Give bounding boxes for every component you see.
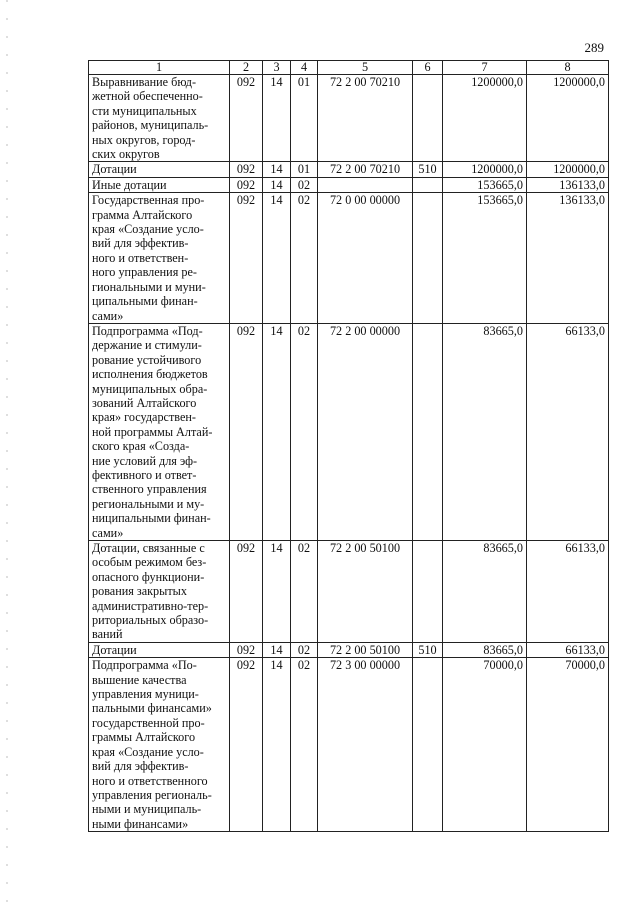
row-name-line: вий для эффектив- xyxy=(92,236,189,251)
table-row xyxy=(89,658,609,832)
section-cell: 14 xyxy=(263,177,291,192)
header-col-5: 5 xyxy=(318,61,413,75)
row-name-line: вышение качества xyxy=(92,672,187,687)
row-name-line: опасного функциони- xyxy=(92,569,205,584)
admin-code-cell: 092 xyxy=(230,75,263,162)
row-name-line: гиональными и муни- xyxy=(92,279,206,294)
amount-year1-cell: 83665,0 xyxy=(443,642,527,657)
row-name-cell xyxy=(89,193,230,324)
subsection-cell: 02 xyxy=(291,541,318,643)
expense-kind-cell xyxy=(413,658,443,832)
row-name-line: ского края «Созда- xyxy=(92,439,190,454)
admin-code-cell: 092 xyxy=(230,177,263,192)
row-name-line: особым режимом без- xyxy=(92,555,207,570)
row-name-line: ципальными финан- xyxy=(92,294,198,309)
row-name-line: граммы Алтайского xyxy=(92,730,196,745)
admin-code-cell: 092 xyxy=(230,642,263,657)
row-name-line: края «Создание усло- xyxy=(92,222,204,237)
row-name-line: грамма Алтайского xyxy=(92,207,193,222)
subsection-cell: 02 xyxy=(291,177,318,192)
row-name-line: административно-тер- xyxy=(92,598,209,613)
row-name-line: жетной обеспеченно- xyxy=(92,89,203,104)
expense-kind-cell xyxy=(413,75,443,162)
admin-code-cell: 092 xyxy=(230,658,263,832)
subsection-cell: 01 xyxy=(291,162,318,177)
row-name-line: риториальных образо- xyxy=(92,613,209,628)
target-article-cell: 72 2 00 00000 xyxy=(318,323,413,540)
header-col-4: 4 xyxy=(291,61,318,75)
expense-kind-cell xyxy=(413,177,443,192)
header-col-8: 8 xyxy=(527,61,609,75)
row-name-line: ными и муниципаль- xyxy=(92,802,202,817)
row-name-line: сти муниципальных xyxy=(92,103,197,118)
section-cell: 14 xyxy=(263,541,291,643)
amount-year1-cell: 1200000,0 xyxy=(443,75,527,162)
subsection-cell: 02 xyxy=(291,658,318,832)
section-cell: 14 xyxy=(263,658,291,832)
admin-code-cell: 092 xyxy=(230,323,263,540)
subsection-cell: 02 xyxy=(291,323,318,540)
subsection-cell: 01 xyxy=(291,75,318,162)
row-name-line: Государственная про- xyxy=(92,193,205,208)
target-article-cell xyxy=(318,177,413,192)
row-name-cell xyxy=(89,75,230,162)
amount-year1-cell: 153665,0 xyxy=(443,177,527,192)
row-name-line: исполнения бюджетов xyxy=(92,367,208,382)
row-name-line: зований Алтайского xyxy=(92,395,197,410)
target-article-cell: 72 3 00 00000 xyxy=(318,658,413,832)
expense-kind-cell: 510 xyxy=(413,162,443,177)
table-body xyxy=(89,75,609,832)
amount-year1-cell: 153665,0 xyxy=(443,193,527,324)
row-name-line: вий для эффектив- xyxy=(92,759,189,774)
header-col-2: 2 xyxy=(230,61,263,75)
row-name-line: муниципальных обра- xyxy=(92,381,208,396)
target-article-cell: 72 2 00 50100 xyxy=(318,541,413,643)
row-name-line: держание и стимули- xyxy=(92,338,202,353)
amount-year2-cell: 66133,0 xyxy=(527,541,609,643)
row-name-line: ниципальными финан- xyxy=(92,511,211,526)
amount-year2-cell: 66133,0 xyxy=(527,323,609,540)
row-name-line: ного управления ре- xyxy=(92,265,197,280)
row-name-cell xyxy=(89,162,230,177)
amount-year1-cell: 70000,0 xyxy=(443,658,527,832)
admin-code-cell: 092 xyxy=(230,541,263,643)
row-name-line: управления муници- xyxy=(92,687,199,702)
row-name-line: Подпрограмма «Под- xyxy=(92,323,203,338)
row-name-line: пальными финансами» xyxy=(92,701,212,716)
amount-year2-cell: 66133,0 xyxy=(527,642,609,657)
row-name-line: Подпрограмма «По- xyxy=(92,658,197,673)
row-name-line: ных округов, город- xyxy=(92,132,196,147)
row-name-cell xyxy=(89,177,230,192)
table-row xyxy=(89,323,609,540)
subsection-cell: 02 xyxy=(291,642,318,657)
header-col-6: 6 xyxy=(413,61,443,75)
row-name-line: ного и ответственного xyxy=(92,773,208,788)
row-name-line: сами» xyxy=(92,525,124,540)
row-name-cell xyxy=(89,642,230,657)
subsection-cell: 02 xyxy=(291,193,318,324)
amount-year2-cell: 136133,0 xyxy=(527,193,609,324)
amount-year1-cell: 83665,0 xyxy=(443,323,527,540)
target-article-cell: 72 2 00 70210 xyxy=(318,75,413,162)
expense-kind-cell xyxy=(413,541,443,643)
amount-year1-cell: 1200000,0 xyxy=(443,162,527,177)
row-name-cell xyxy=(89,658,230,832)
header-col-1: 1 xyxy=(89,61,230,75)
row-name-cell xyxy=(89,541,230,643)
row-name-line: ваний xyxy=(92,627,123,642)
row-name-line: рование устойчивого xyxy=(92,352,202,367)
row-name-line: сами» xyxy=(92,308,124,323)
row-name-cell xyxy=(89,323,230,540)
section-cell: 14 xyxy=(263,193,291,324)
amount-year2-cell: 1200000,0 xyxy=(527,162,609,177)
table-header-row xyxy=(89,61,609,75)
row-name-line: рования закрытых xyxy=(92,584,187,599)
expense-kind-cell xyxy=(413,193,443,324)
amount-year2-cell: 1200000,0 xyxy=(527,75,609,162)
row-name-line: Дотации, связанные с xyxy=(92,541,205,555)
admin-code-cell: 092 xyxy=(230,193,263,324)
header-col-3: 3 xyxy=(263,61,291,75)
amount-year2-cell: 136133,0 xyxy=(527,177,609,192)
admin-code-cell: 092 xyxy=(230,162,263,177)
row-name-line: районов, муниципаль- xyxy=(92,118,209,133)
row-name-line: управления региональ- xyxy=(92,787,212,802)
row-name-line: региональными и му- xyxy=(92,496,205,511)
row-name-line: ственного управления xyxy=(92,482,207,497)
row-name-line: Дотации xyxy=(92,162,137,177)
target-article-cell: 72 0 00 00000 xyxy=(318,193,413,324)
table-row xyxy=(89,541,609,643)
amount-year2-cell: 70000,0 xyxy=(527,658,609,832)
row-name-line: фективного и ответ- xyxy=(92,467,197,482)
page-number: 289 xyxy=(584,40,604,55)
row-name-line: ние условий для эф- xyxy=(92,453,198,468)
row-name-line: ными финансами» xyxy=(92,816,189,831)
row-name-line: Выравнивание бюд- xyxy=(92,75,197,89)
row-name-line: ских округов xyxy=(92,147,160,162)
table-row xyxy=(89,177,609,192)
row-name-line: края «Создание усло- xyxy=(92,744,204,759)
table-row xyxy=(89,75,609,162)
row-name-line: ной программы Алтай- xyxy=(92,424,213,439)
row-name-line: края» государствен- xyxy=(92,410,196,425)
section-cell: 14 xyxy=(263,642,291,657)
header-col-7: 7 xyxy=(443,61,527,75)
table-row xyxy=(89,642,609,657)
row-name-line: Дотации xyxy=(92,642,137,657)
section-cell: 14 xyxy=(263,323,291,540)
expense-kind-cell: 510 xyxy=(413,642,443,657)
table-row xyxy=(89,193,609,324)
amount-year1-cell: 83665,0 xyxy=(443,541,527,643)
expense-kind-cell xyxy=(413,323,443,540)
budget-table xyxy=(88,60,609,832)
table-row xyxy=(89,162,609,177)
section-cell: 14 xyxy=(263,162,291,177)
target-article-cell: 72 2 00 70210 xyxy=(318,162,413,177)
section-cell: 14 xyxy=(263,75,291,162)
row-name-line: ного и ответствен- xyxy=(92,250,189,265)
scan-edge-marks xyxy=(6,0,8,904)
row-name-line: государственной про- xyxy=(92,715,205,730)
row-name-line: Иные дотации xyxy=(92,177,167,192)
target-article-cell: 72 2 00 50100 xyxy=(318,642,413,657)
